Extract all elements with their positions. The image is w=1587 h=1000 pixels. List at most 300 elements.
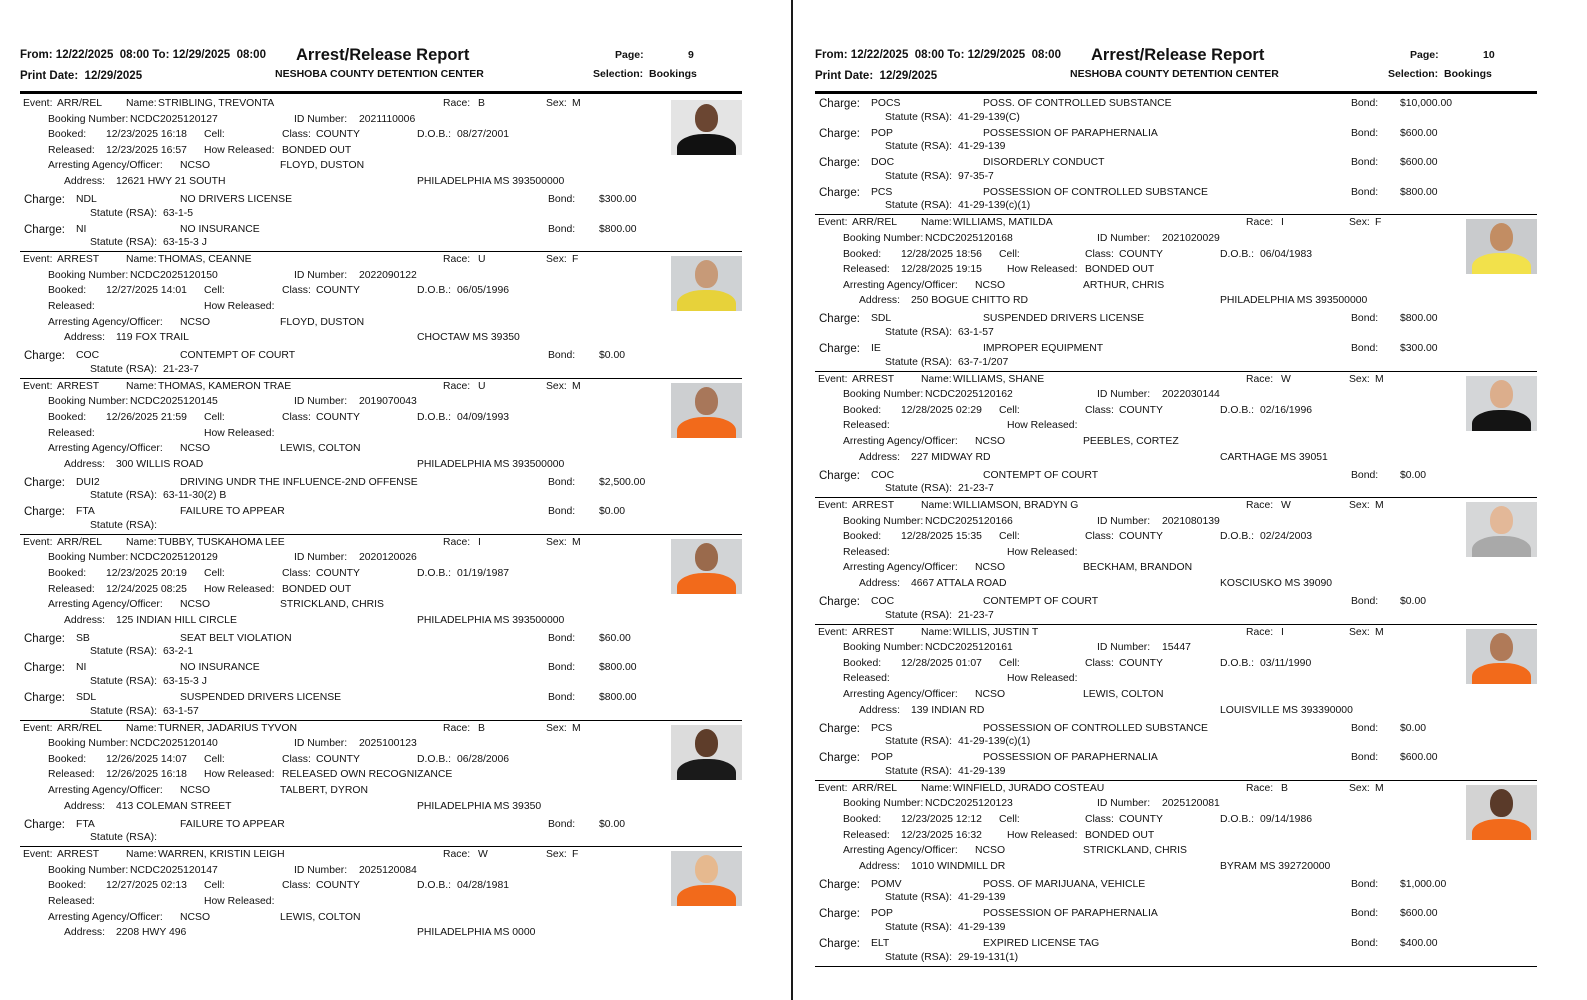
bond-amount: $1,000.00 [1400,878,1447,890]
class-value: COUNTY [316,753,360,765]
address-row [20,174,742,192]
charge-code: NDL [76,193,97,205]
cell-label: Cell: [999,814,1020,825]
booked-datetime: 12/28/2025 15:35 [901,531,982,543]
race-value: U [478,380,486,392]
charge-code: DUI2 [76,476,100,488]
race-value: W [1281,373,1291,385]
booked-label: Booked: [48,285,87,297]
booked-row [815,247,1537,263]
released-row [815,828,1537,844]
booking-row [815,514,1537,530]
booked-label: Booked: [843,657,882,669]
charge-code: POP [871,127,893,139]
charge-label: Charge: [819,469,860,482]
booked-datetime: 12/23/2025 12:12 [901,814,982,825]
statute-label: Statute (RSA): [90,676,157,688]
statute-label: Statute (RSA): [90,832,157,844]
id-label: ID Number: [294,113,348,125]
booking-row [20,112,742,128]
sex-label: Sex: [546,380,567,392]
booked-row [815,656,1537,672]
charge-label: Charge: [24,506,65,519]
charge-description: POSSESSION OF PARAPHERNALIA [983,752,1158,764]
booked-label: Booked: [843,248,882,260]
statute-row [815,357,1537,371]
booked-row [20,127,742,143]
charge-label: Charge: [819,313,860,326]
charge-code: SB [76,632,90,644]
event-type: ARREST [57,254,100,266]
id-number: 2021020029 [1162,232,1220,244]
event-label: Event: [23,536,53,548]
agency-value: NCSO [975,435,1006,447]
address-label: Address: [64,175,106,187]
class-value: COUNTY [1119,248,1163,260]
report-title: Arrest/Release Report [1091,46,1265,64]
bond-amount: $800.00 [1400,186,1438,198]
booking-record [20,379,742,535]
address-value: 4667 ATTALA ROAD [911,578,1007,590]
how-released-value: BONDED OUT [1085,264,1155,276]
charge-code: COC [871,596,895,608]
name-label: Name: [126,536,157,548]
class-value: COUNTY [1119,404,1163,416]
charge-code: FTA [76,818,95,830]
event-type: ARR/REL [57,722,103,734]
charge-code: SDL [871,313,892,325]
address-value: 139 INDIAN RD [911,704,985,716]
booking-label: Booking Number: [48,864,129,876]
inmate-name: THOMAS, KAMERON TRAE [158,380,292,392]
bond-label: Bond: [548,193,576,205]
statute-label: Statute (RSA): [90,207,157,219]
statute-value: 63-15-3 J [163,237,207,249]
dob-value: 04/28/1981 [457,880,510,892]
name-label: Name: [126,254,157,266]
id-number: 2025120081 [1162,798,1220,810]
statute-label: Statute (RSA): [885,892,952,904]
booking-label: Booking Number: [843,515,924,527]
bond-amount: $800.00 [599,692,637,704]
officer-name: FLOYD, DUSTON [280,316,365,328]
bond-amount: $600.00 [1400,127,1438,139]
charge-code: PCS [871,722,893,734]
agency-label: Arresting Agency/Officer: [48,316,163,328]
statute-row [815,200,1537,214]
booking-number: NCDC2025120162 [925,389,1013,401]
name-label: Name: [126,98,157,109]
event-row [20,379,742,395]
event-row [815,781,1537,797]
statute-row [815,766,1537,780]
name-label: Name: [921,500,952,512]
released-datetime: 12/23/2025 16:57 [106,144,187,156]
charge-code: POMV [871,878,902,890]
charge-label: Charge: [24,692,65,705]
booking-record [815,372,1537,499]
charge-row [815,185,1537,201]
agency-row [20,783,742,799]
statute-label: Statute (RSA): [885,170,952,182]
bond-label: Bond: [548,506,576,518]
released-row [815,671,1537,687]
statute-value: 41-29-139(c)(1) [958,736,1031,748]
statute-label: Statute (RSA): [885,951,952,963]
page-number: 9 [688,49,694,61]
statute-row [20,490,742,504]
race-label: Race: [1246,782,1274,794]
booking-label: Booking Number: [843,389,924,401]
bond-label: Bond: [1351,722,1379,734]
city-value: PHILADELPHIA MS 393500000 [1220,295,1368,307]
released-datetime: 12/26/2025 16:18 [106,769,187,781]
statute-label: Statute (RSA): [90,490,157,502]
booking-record [815,781,1537,967]
agency-label: Arresting Agency/Officer: [843,279,958,291]
booked-label: Booked: [843,814,882,825]
statute-label: Statute (RSA): [885,326,952,338]
address-label: Address: [859,451,901,463]
sex-label: Sex: [546,722,567,734]
bond-label: Bond: [1351,596,1379,608]
statute-label: Statute (RSA): [885,736,952,748]
city-value: PHILADELPHIA MS 393500000 [417,458,565,470]
address-value: 1010 WINDMILL DR [911,860,1006,872]
event-type: ARREST [852,626,895,638]
city-value: CHOCTAW MS 39350 [417,332,520,344]
booked-row [815,812,1537,828]
statute-row [815,141,1537,155]
sex-value: M [1375,782,1384,794]
event-label: Event: [818,217,848,229]
dob-value: 08/27/2001 [457,129,510,141]
officer-name: FLOYD, DUSTON [280,160,365,172]
charge-description: FAILURE TO APPEAR [180,818,285,830]
booked-label: Booked: [48,411,87,423]
agency-value: NCSO [180,160,211,172]
charge-row [20,660,742,676]
inmate-name: WINFIELD, JURADO COSTEAU [953,782,1105,794]
statute-value: 63-1-5 [163,207,194,219]
event-type: ARR/REL [57,536,103,548]
sex-value: M [572,722,581,734]
bond-amount: $0.00 [1400,596,1427,608]
inmate-name: WILLIS, JUSTIN T [953,626,1039,638]
how-released-label: How Released: [204,300,275,312]
how-released-label: How Released: [204,895,275,907]
address-row [20,925,742,943]
id-number: 2025120084 [359,864,417,876]
bond-amount: $2,500.00 [599,476,646,488]
charge-code: NI [76,223,87,235]
cell-label: Cell: [204,411,225,423]
charge-row [20,348,742,364]
class-label: Class: [1085,657,1114,669]
statute-value: 63-1-57 [163,705,199,717]
booking-label: Booking Number: [48,552,129,564]
statute-label: Statute (RSA): [885,921,952,933]
released-row [20,143,742,159]
statute-value: 63-1-57 [958,326,994,338]
dob-label: D.O.B.: [1220,531,1255,543]
booking-label: Booking Number: [48,738,129,750]
charge-label: Charge: [819,157,860,170]
inmate-name: TURNER, JADARIUS TYVON [158,722,297,734]
dob-value: 06/05/1996 [457,285,510,297]
city-value: BYRAM MS 392720000 [1220,860,1331,872]
booked-row [20,752,742,768]
charge-code: IE [871,342,881,354]
statute-value: 63-7-1/207 [958,356,1009,368]
address-value: 300 WILLIS ROAD [116,458,204,470]
carryover-charges [815,96,1537,215]
agency-row [815,434,1537,450]
charge-code: SDL [76,692,97,704]
agency-row [815,687,1537,703]
race-value: I [478,536,481,548]
booked-label: Booked: [48,880,87,892]
released-row [20,426,742,442]
inmate-name: STRIBLING, TREVONTA [158,98,275,109]
statute-row [815,892,1537,906]
header-rule [815,91,1537,94]
statute-value: 63-11-30(2) B [163,490,227,502]
bond-label: Bond: [548,692,576,704]
how-released-label: How Released: [1007,546,1078,558]
class-label: Class: [282,880,311,892]
booking-record [20,847,742,943]
report-header [20,44,742,90]
records-list [815,96,1537,1000]
address-row [20,330,742,348]
released-label: Released: [48,895,95,907]
booking-number: NCDC2025120166 [925,515,1013,527]
booked-row [20,410,742,426]
agency-value: NCSO [975,279,1006,291]
charge-description: FAILURE TO APPEAR [180,506,285,518]
agency-label: Arresting Agency/Officer: [843,689,958,701]
dob-label: D.O.B.: [1220,404,1255,416]
name-label: Name: [126,380,157,392]
print-date: Print Date: 12/29/2025 [20,70,143,82]
statute-row [815,327,1537,341]
address-label: Address: [859,704,901,716]
booking-label: Booking Number: [48,396,129,408]
sex-value: M [572,380,581,392]
released-label: Released: [48,144,95,156]
charge-code: ELT [871,937,890,949]
agency-label: Arresting Agency/Officer: [48,599,163,611]
inmate-name: WILLIAMSON, BRADYN G [953,500,1079,512]
statute-row [815,112,1537,126]
race-label: Race: [1246,500,1274,512]
charge-row [20,222,742,238]
sex-label: Sex: [1349,373,1370,385]
id-label: ID Number: [294,396,348,408]
bond-label: Bond: [548,818,576,830]
agency-label: Arresting Agency/Officer: [48,785,163,796]
sex-label: Sex: [546,98,567,109]
charge-description: NO INSURANCE [180,223,260,235]
dob-label: D.O.B.: [417,880,452,892]
booked-datetime: 12/23/2025 20:19 [106,568,187,580]
event-row [20,847,742,863]
address-row [815,576,1537,594]
class-value: COUNTY [1119,531,1163,543]
charge-label: Charge: [819,722,860,735]
statute-value: 29-19-131(1) [958,951,1019,963]
address-label: Address: [64,614,106,626]
event-label: Event: [23,849,53,861]
how-released-label: How Released: [1007,829,1078,841]
sex-label: Sex: [546,849,567,861]
cell-label: Cell: [999,657,1020,669]
name-label: Name: [921,626,952,638]
inmate-name: WARREN, KRISTIN LEIGH [158,849,285,861]
dob-label: D.O.B.: [1220,248,1255,260]
booking-record [20,721,742,848]
cell-label: Cell: [204,880,225,892]
booked-datetime: 12/28/2025 02:29 [901,404,982,416]
race-label: Race: [443,722,471,734]
page-number: 10 [1483,49,1495,61]
released-row [815,262,1537,278]
facility-name: NESHOBA COUNTY DETENTION CENTER [1070,68,1279,80]
statute-row [815,171,1537,185]
sex-value: F [572,254,579,266]
address-label: Address: [64,927,106,939]
address-value: 12621 HWY 21 SOUTH [116,175,226,187]
charge-label: Charge: [819,937,860,950]
charge-row [815,155,1537,171]
booked-datetime: 12/28/2025 18:56 [901,248,982,260]
address-label: Address: [859,578,901,590]
booking-number: NCDC2025120129 [130,552,218,564]
booking-number: NCDC2025120145 [130,396,218,408]
agency-value: NCSO [975,845,1006,857]
statute-label: Statute (RSA): [90,519,157,531]
charge-description: DISORDERLY CONDUCT [983,157,1105,169]
agency-label: Arresting Agency/Officer: [843,562,958,574]
charge-row [815,877,1537,893]
bond-label: Bond: [1351,127,1379,139]
statute-value: 41-29-139 [958,921,1006,933]
report-page-10 [795,0,1587,1000]
agency-row [20,315,742,331]
address-row [815,859,1537,877]
how-released-label: How Released: [1007,420,1078,432]
charge-label: Charge: [819,127,860,140]
id-label: ID Number: [1097,798,1151,810]
event-label: Event: [23,722,53,734]
officer-name: TALBERT, DYRON [280,785,368,796]
records-list [20,96,742,1000]
booked-row [20,878,742,894]
charge-code: POCS [871,98,901,109]
how-released-label: How Released: [204,769,275,781]
booked-datetime: 12/26/2025 21:59 [106,411,187,423]
charge-description: POSSESSION OF PARAPHERNALIA [983,908,1158,920]
charge-row [20,475,742,491]
bond-label: Bond: [1351,937,1379,949]
booked-label: Booked: [48,129,87,141]
statute-label: Statute (RSA): [885,609,952,621]
agency-row [20,597,742,613]
booked-datetime: 12/28/2025 01:07 [901,657,982,669]
page-divider [791,0,793,1000]
officer-name: ARTHUR, CHRIS [1083,279,1165,291]
bond-label: Bond: [548,662,576,674]
dob-label: D.O.B.: [417,568,452,580]
bond-amount: $800.00 [599,223,637,235]
booking-number: NCDC2025120123 [925,798,1013,810]
sex-value: M [572,98,581,109]
cell-label: Cell: [999,248,1020,260]
charge-description: EXPIRED LICENSE TAG [983,937,1100,949]
class-value: COUNTY [316,880,360,892]
statute-value: 63-2-1 [163,646,194,658]
bond-label: Bond: [1351,157,1379,169]
inmate-name: WILLIAMS, SHANE [953,373,1045,385]
booking-record [20,252,742,379]
booking-number: NCDC2025120147 [130,864,218,876]
booking-row [815,231,1537,247]
charge-description: DRIVING UNDR THE INFLUENCE-2ND OFFENSE [180,476,418,488]
race-value: B [1281,782,1288,794]
class-value: COUNTY [316,411,360,423]
statute-value: 21-23-7 [958,483,994,495]
charge-label: Charge: [24,193,65,206]
charge-label: Charge: [819,596,860,609]
race-label: Race: [1246,217,1274,229]
event-row [20,535,742,551]
address-label: Address: [859,295,901,307]
released-label: Released: [48,769,95,781]
statute-row [20,208,742,222]
class-label: Class: [1085,531,1114,543]
charge-row [815,721,1537,737]
event-label: Event: [818,626,848,638]
address-row [815,450,1537,468]
sex-label: Sex: [1349,626,1370,638]
charge-code: COC [76,350,100,362]
statute-row [815,736,1537,750]
dob-value: 03/11/1990 [1260,657,1312,669]
statute-label: Statute (RSA): [90,237,157,249]
event-type: ARREST [852,373,895,385]
id-label: ID Number: [294,552,348,564]
charge-label: Charge: [819,878,860,891]
charge-label: Charge: [24,223,65,236]
race-label: Race: [443,254,471,266]
race-value: I [1281,626,1284,638]
released-row [815,545,1537,561]
name-label: Name: [921,782,952,794]
sex-value: M [1375,626,1384,638]
sex-value: M [1375,373,1384,385]
charge-label: Charge: [819,98,860,110]
agency-row [815,278,1537,294]
statute-row [815,483,1537,497]
charge-code: POP [871,752,893,764]
sex-value: M [1375,500,1384,512]
dob-label: D.O.B.: [417,753,452,765]
dob-value: 06/04/1983 [1260,248,1313,260]
charge-description: SUSPENDED DRIVERS LICENSE [983,313,1145,325]
class-label: Class: [282,411,311,423]
booking-row [815,640,1537,656]
